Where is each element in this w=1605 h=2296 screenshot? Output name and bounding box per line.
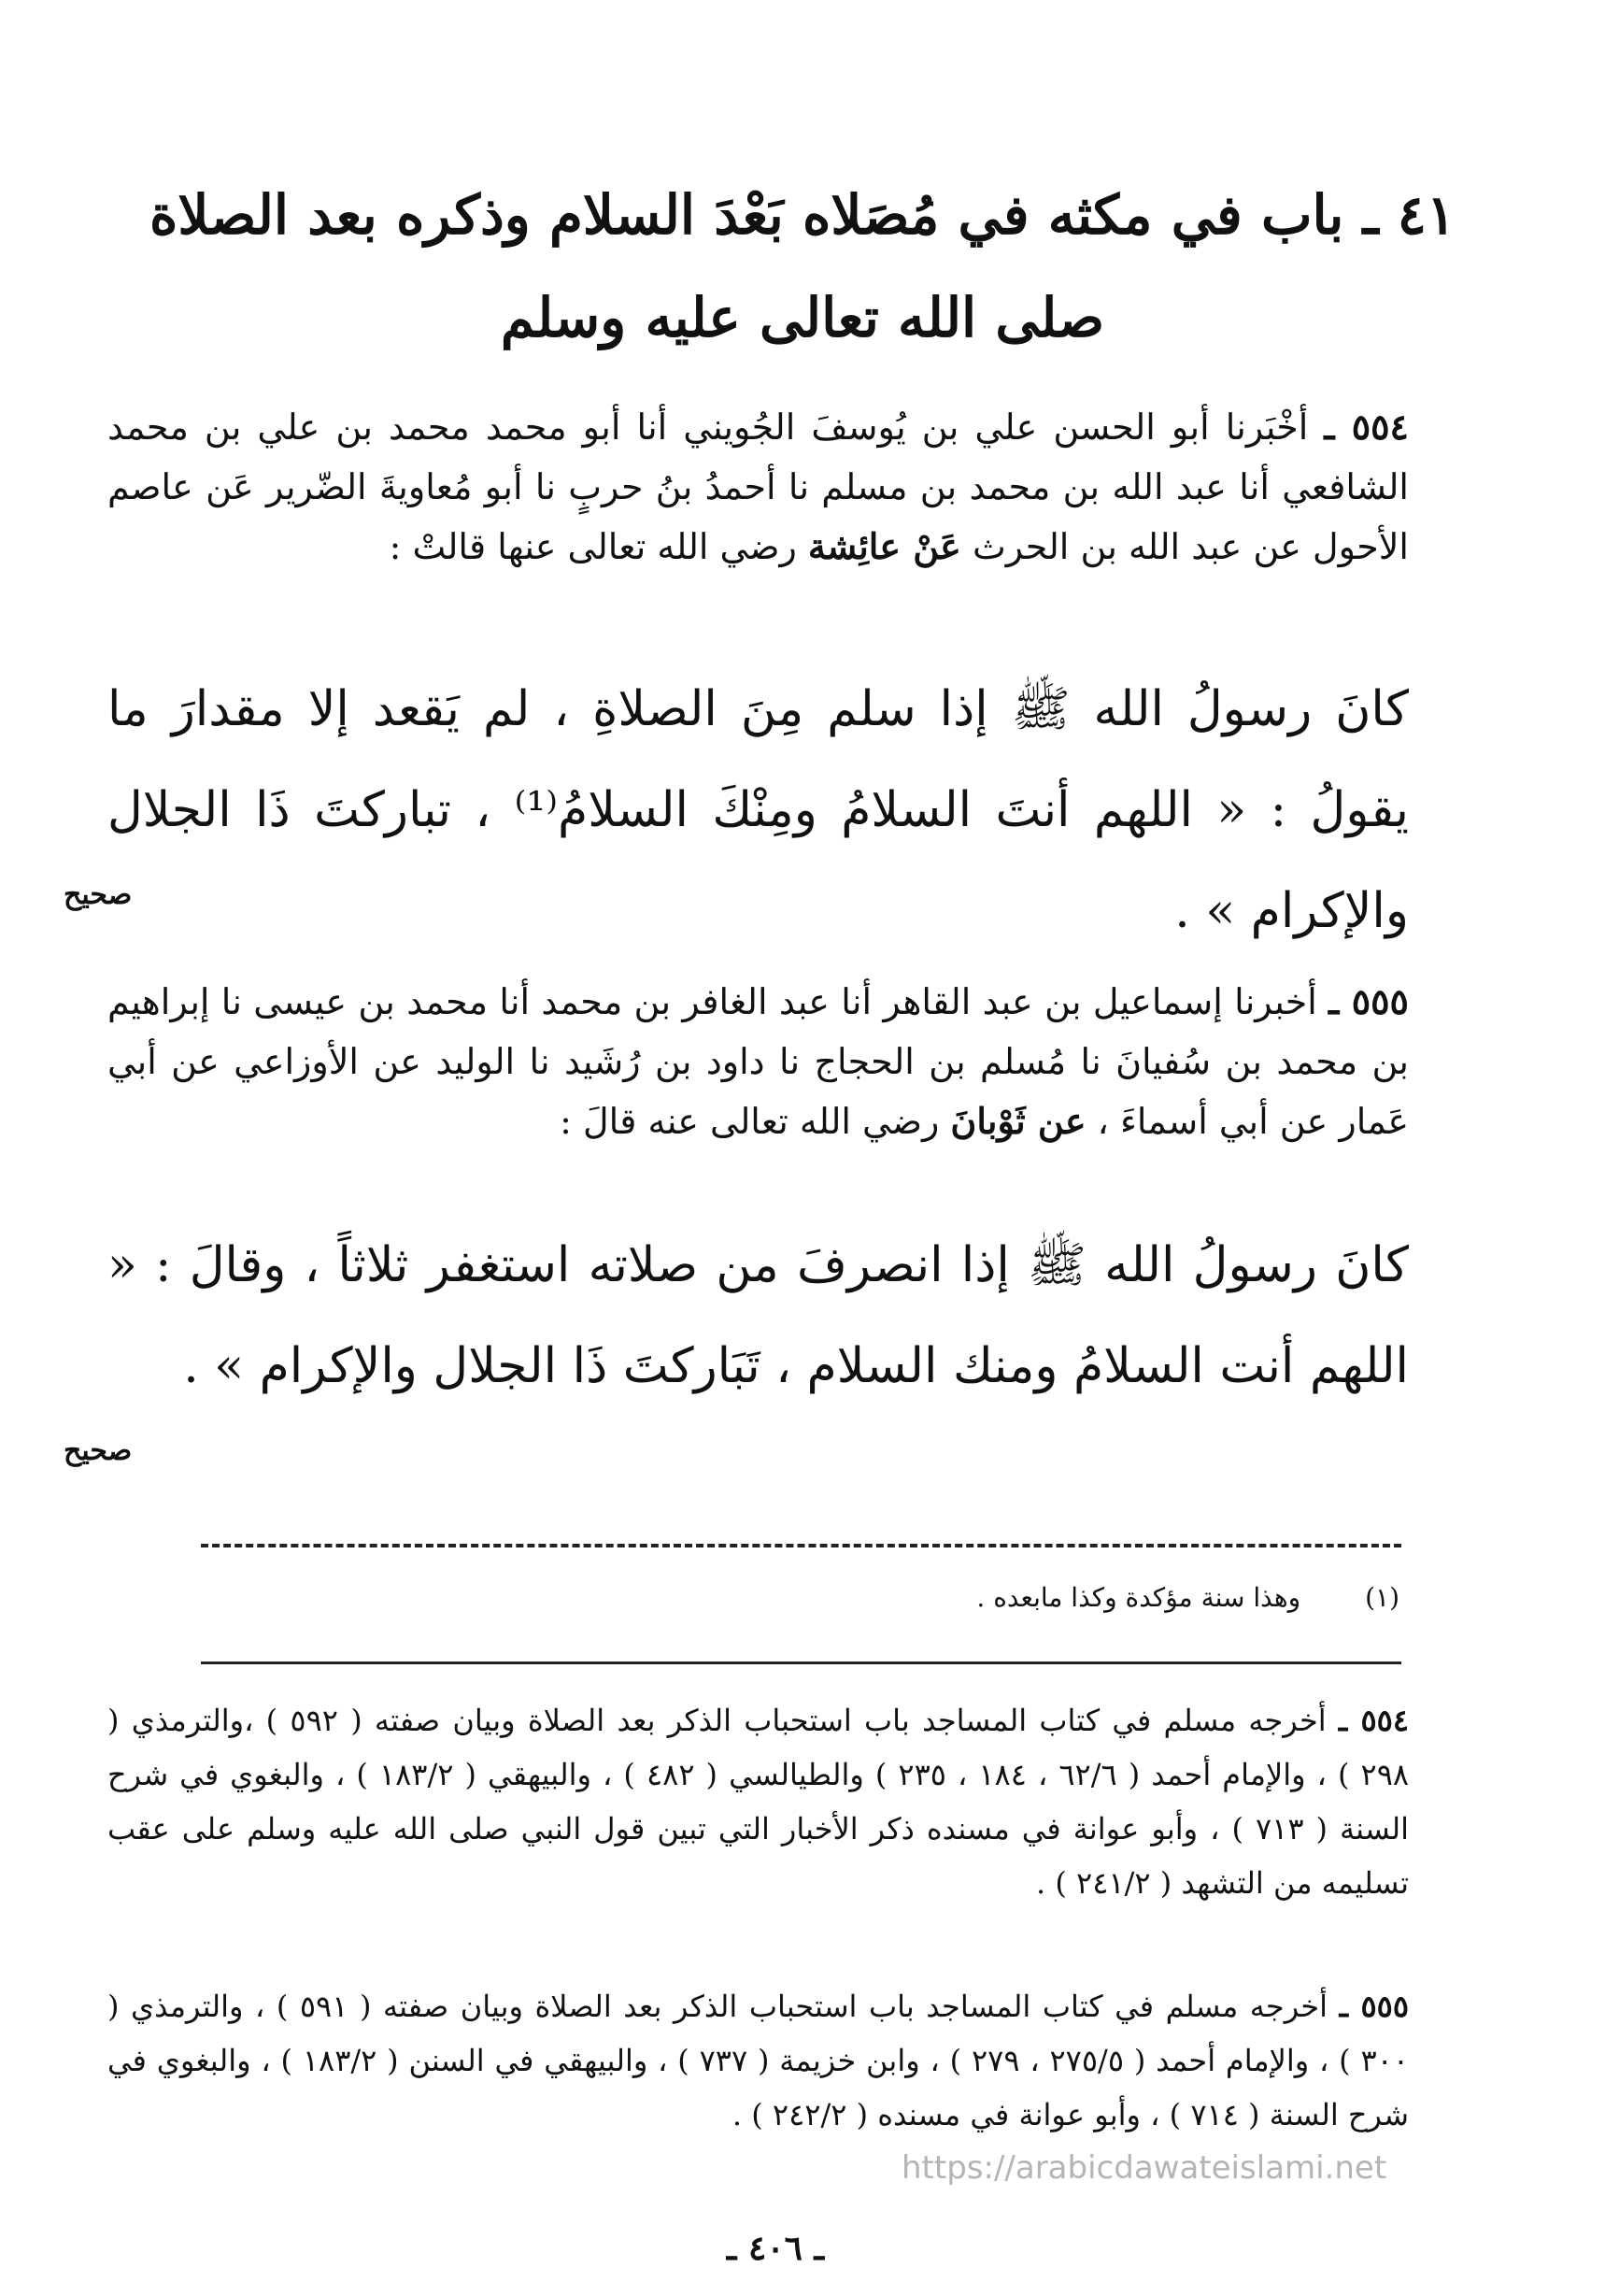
hadith-555-grade: صحيح (64, 1434, 133, 1467)
takhrij-555 (107, 1979, 1409, 2142)
takhrij-555-text: أخرجه مسلم في كتاب المساجد باب استحباب الذكر بعد الصلاة وبيان صفته ( ٥٩١ ) ، والترمذي ( ٣٠٠ ) ، والإمام أحمد ( ٢٧٥/٥ ، ٢٧٩ ) ، وابن خزيمة ( ٧٣٧ ) ، والبيهقي في السنن ( ١٨٣/٢ ) ، والبغوي في شرح السنة ( ٧١٤ ) ، وأبو عوانة في مسنده ( ٢٤٢/٢ ) . (107, 1989, 1410, 2132)
hadith-554-chain-part1: أخْبَرنا أبو الحسن علي بن يُوسفَ الجُويني أنا أبو محمد محمد بن علي بن محمد الشافعي أنا عبد الله بن محمد بن مسلم نا أحمدُ بنُ حربٍ نا أبو مُعاويةَ الضّرير عَن عاصم الأحول عن عبد الله بن الحرث (107, 406, 1409, 567)
takhrij-554 (107, 1693, 1409, 1910)
hadith-555-number: ٥٥٥ ـ (1328, 980, 1409, 1022)
hadith-554-chain (107, 397, 1409, 577)
hadith-554-chain-part2: رضي الله تعالى عنها قالتْ : (389, 526, 797, 567)
takhrij-554-number: ٥٥٤ ـ (1338, 1703, 1410, 1738)
takhrij-separator-line (201, 1661, 1401, 1664)
hadith-555-narrator: عن ثَوْبانَ (950, 1100, 1087, 1142)
footnote-separator-dashed (201, 1544, 1401, 1547)
hadith-555-chain (107, 972, 1409, 1151)
chapter-title-line1: ٤١ ـ باب في مكثه في مُصَلاه بَعْدَ السلام وذكره بعد الصلاة (149, 183, 1456, 247)
hadith-554-matn: كانَ رسولُ الله ﷺ إذا سلم مِنَ الصلاةِ ، لم يَقعد إلا مقدارَ ما يقولُ : « اللهم أنتَ السلامُ ومِنْكَ السلامُ⁽¹⁾ ، تباركتَ ذَا الجلال والإكرام » . (107, 681, 1409, 939)
takhrij-555-number: ٥٥٥ ـ (1339, 1989, 1410, 2024)
hadith-554-narrator: عَنْ عائِشة (807, 525, 961, 567)
footnote-marker: (١) (1365, 1582, 1399, 1613)
hadith-555-chain-part1: أخبرنا إسماعيل بن عبد القاهر أنا عبد الغافر بن محمد أنا محمد بن عيسى نا إبراهيم بن محمد بن سُفيانَ نا مُسلم بن الحجاج نا داود بن رُشَيد نا الوليد عن الأوزاعي عن أبي عَمار عن أبي أسماءَ ، (107, 981, 1409, 1142)
hadith-554-grade: صحيح (64, 878, 133, 911)
chapter-title (140, 164, 1465, 369)
chapter-title-line2: صلى الله تعالى عليه وسلم (500, 286, 1105, 349)
watermark-url: https://arabicdawateislami.net (902, 2149, 1387, 2187)
footnote (280, 1579, 1399, 1617)
hadith-555-chain-part2: رضي الله تعالى عنه قالَ : (560, 1101, 940, 1142)
footnote-text: وهذا سنة مؤكدة وكذا مابعده . (976, 1582, 1301, 1613)
hadith-555-matn: كانَ رسولُ الله ﷺ إذا انصرفَ من صلاته استغفر ثلاثاً ، وقالَ : « اللهم أنت السلامُ ومنك السلام ، تَبَاركتَ ذَا الجلال والإكرام » . (107, 1237, 1409, 1394)
hadith-554-number: ٥٥٤ ـ (1324, 406, 1409, 448)
page-number: ـ ٤٠٦ ـ (726, 2229, 825, 2268)
takhrij-554-text: أخرجه مسلم في كتاب المساجد باب استحباب الذكر بعد الصلاة وبيان صفته ( ٥٩٢ ) ،والترمذي ( ٢٩٨ ) ، والإمام أحمد ( ٦٢/٦ ، ١٨٤ ، ٢٣٥ ) والطيالسي ( ٤٨٢ ) ، والبيهقي ( ١٨٣/٢ ) ، والبغوي في شرح السنة ( ٧١٣ ) ، وأبو عوانة في مسنده ذكر الأخبار التي تبين قول النبي صلى الله عليه وسلم على عقب تسليمه من التشهد ( ٢٤١/٢ ) . (107, 1703, 1410, 1901)
